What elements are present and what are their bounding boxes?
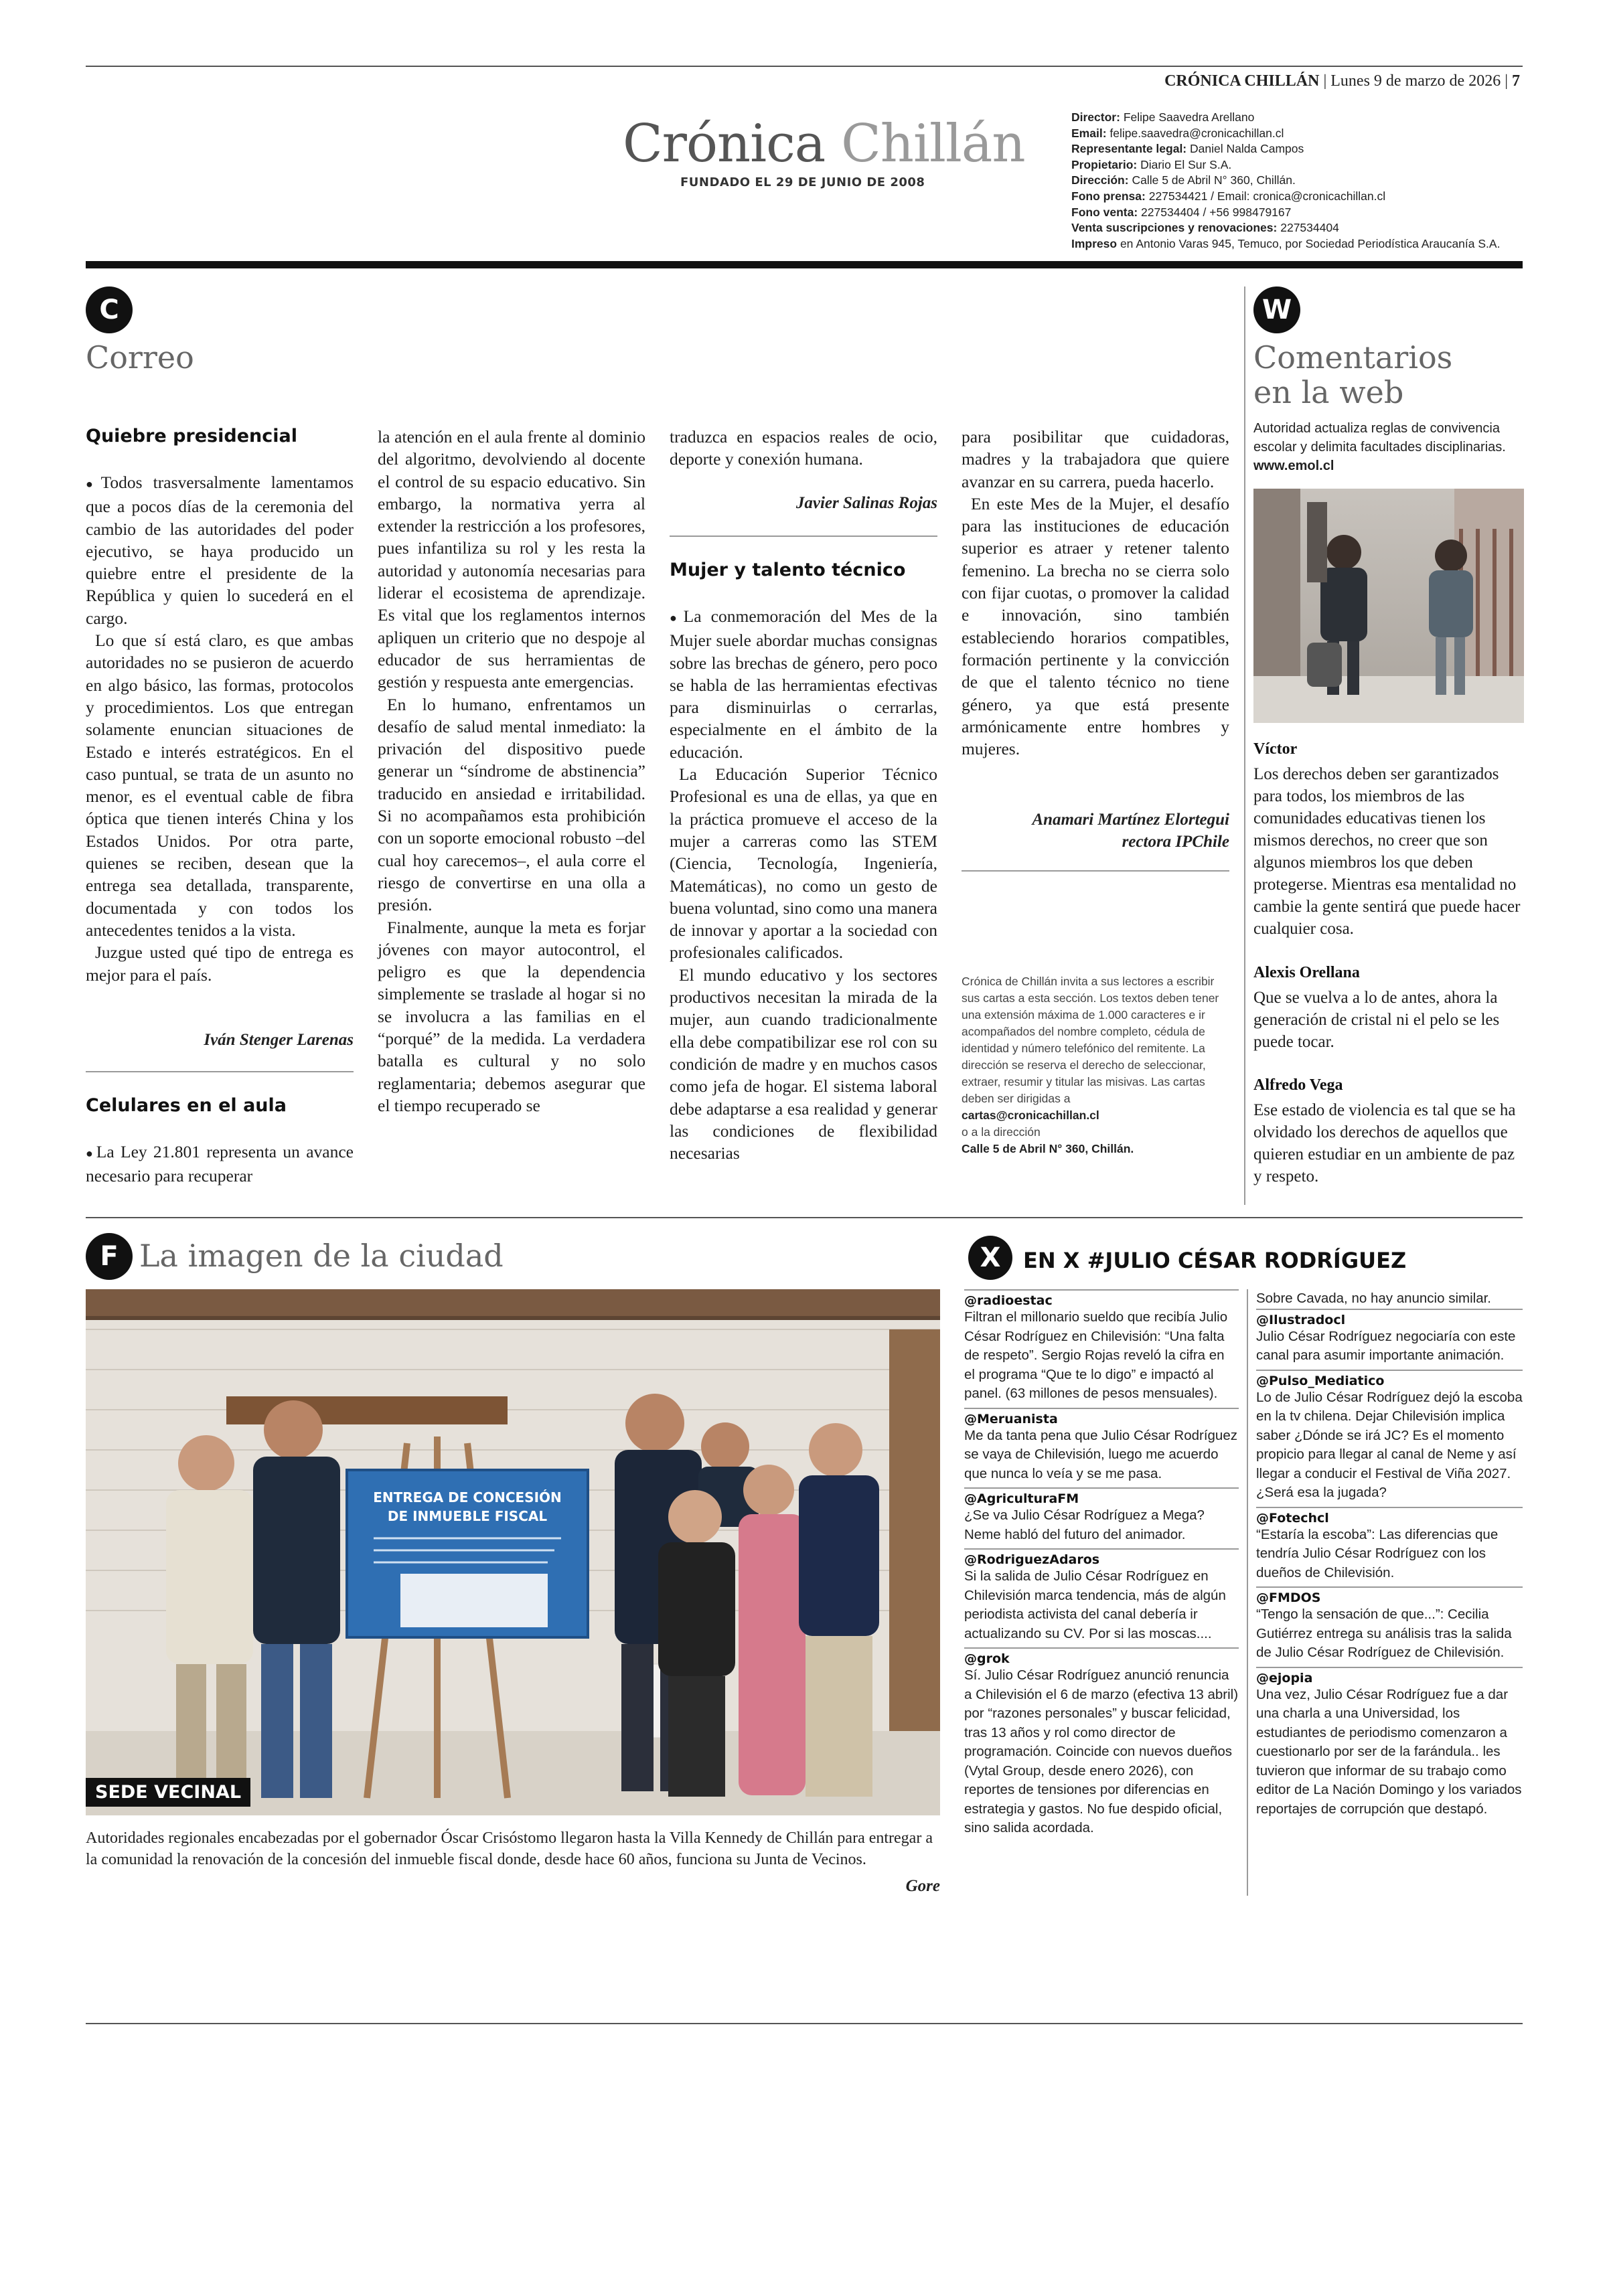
- logo-word-2: Chillán: [841, 114, 1025, 174]
- web-lead-text: Autoridad actualiza reglas de convivencia escolar y delimita facultades disciplinarias.: [1253, 421, 1506, 455]
- x-icon: X: [968, 1236, 1012, 1280]
- letter2-body-start: ● La Ley 21.801 representa un avance necesario para recuperar: [86, 1141, 354, 1187]
- tweet-text: Si la salida de Julio César Rodríguez en Chilevisión marca tendencia, más de algún periodista activista del canal debería ir actualizando su CV. Por si las moscas....: [964, 1568, 1226, 1641]
- tweet-handle[interactable]: @FMDOS: [1256, 1590, 1321, 1605]
- tweet: [1256, 1507, 1523, 1587]
- comment-2-text: Que se vuelva a lo de antes, ahora la generación de cristal ni el pelo se les puede tocar.: [1253, 989, 1500, 1051]
- tweet-text: Sí. Julio César Rodríguez anunció renuncia a Chilevisión el 6 de marzo (efectiva 13 abril) por “razones personales” y buscar felicidad, tras 13 años y rol como director de programación. Coincide con nuevos dueños (Vytal Group, desde enero 2026), con reportes de tensiones por diferencias en estrategia y gastos. No fue despido oficial, sino salida acordada.: [964, 1667, 1239, 1835]
- letter2-body: la atención en el aula frente al dominio del algoritmo, devolviendo al docente el control de su espacio educativo. Sin embargo, la normativa yerra al extender la restricción a los profesores, pues infantiliza su rol y les resta la autoridad y autonomía necesarias para liderar el ecosistema de aprendizaje. Es vital que los reglamentos internos apliquen un criterio que no despoje al educador de sus herramientas de gestión y respuesta ante emergencias. En lo humano, enfrentamos un desafío de salud mental inmediato: la privación del dispositivo puede generar un “síndrome de abstinencia” traducido en ansiedad e irritabilidad. Si no acompañamos esta prohibición con un soporte emocional robusto –del cual hoy carecemos–, el aula corre el riesgo de convertirse en una olla a presión. Finalmente, aunque la meta es forjar jóvenes con mayor autocontrol, el peligro es que la dependencia simplemente se traslade al hogar si no se involucra a las familias en el “porqué” de la medida. La verdadera batalla es cultural y no solo reglamentaria; debemos asegurar que el tiempo recuperado se: [378, 427, 645, 1115]
- staff-label: Propietario:: [1071, 157, 1138, 171]
- comment-1-text: Los derechos deben ser garantizados para todos, los miembros de las comunidades educativas tienen los mismos derechos, no creer que son algunos miembros los que deben protegerse. Mientras esa mentalidad no cambie la gente sentirá que puede hacer cualquier cosa.: [1253, 765, 1521, 938]
- staff-value: Felipe Saavedra Arellano: [1123, 110, 1255, 124]
- staff-label: Impreso: [1071, 236, 1118, 250]
- tweet: [1256, 1586, 1523, 1667]
- issue-date: Lunes 9 de marzo de 2026: [1330, 72, 1501, 90]
- photo-badge: SEDE VECINAL: [86, 1778, 250, 1807]
- tweet: [964, 1289, 1239, 1408]
- tweet-text: ¿Se va Julio César Rodríguez a Mega? Neme habló del futuro del animador.: [964, 1507, 1205, 1542]
- person-woman-navy: [799, 1423, 879, 1797]
- letter1-p1: Todos trasversalmente lamentamos que a pocos días de la ceremonia del cambio de las autoridades del poder ejecutivo, se haya producido un quiebre entre el presidente de la República y quien lo sucederá en el cargo.: [86, 473, 354, 628]
- note-address: Calle 5 de Abril N° 360, Chillán.: [962, 1142, 1134, 1155]
- staff-line: [1071, 157, 1500, 173]
- letter3-p4: En este Mes de la Mujer, el desafío para las instituciones de educación superior es atraer y retener talento femenino. La brecha no se cierra solo con fijar cuotas, o promover la calidad e innovación, sino también estableciendo horarios compatibles, formación pertinente y la convicción de que el talento técnico no tiene género, ya que está presente armónicamente entre hombres y mujeres.: [962, 493, 1229, 759]
- staff-line: [1071, 173, 1500, 189]
- staff-line: [1071, 189, 1500, 205]
- staff-value: felipe.saavedra@cronicachillan.cl: [1109, 126, 1284, 140]
- bullet-icon: [670, 606, 684, 626]
- running-head: CRÓNICA CHILLÁN | Lunes 9 de marzo de 2026 | 7: [1164, 72, 1520, 90]
- bullet-icon: [86, 473, 101, 492]
- tweet: [1256, 1370, 1523, 1507]
- staff-value: Daniel Nalda Campos: [1190, 142, 1304, 156]
- staff-line: [1071, 110, 1500, 126]
- letter3-body: ● La conmemoración del Mes de la Mujer suele abordar muchas consignas sobre las brechas de género, pero poco se habla de las herramientas efectivas para disminuirlas o cerrarlas, especialmente en el ámbito de la educación. La Educación Superior Técnico Profesional es una de ellas, ya que en la práctica promueve el acceso de la mujer a carreras como las STEM (Ciencia, Tecnología, Ingeniería, Matemáticas), no como un gesto de buena voluntad, sino como una manera de innovar y aportar a la sociedad con profesionales calificados. El mundo educativo y los sectores productivos necesitan la mirada de la mujer, aun cuando tradicionalmente ella debe compatibilizar ese rol con su condición de madre y en muchos casos como jefa de hogar. El sistema laboral debe adaptarse a esa realidad y generar las condiciones de flexibilidad necesarias: [670, 605, 937, 1164]
- letter1-body: [86, 471, 354, 986]
- tweet-handle[interactable]: @Ilustradocl: [1256, 1312, 1346, 1327]
- community-photo: [86, 1289, 940, 1815]
- staff-line: [1071, 205, 1500, 221]
- tweet-handle[interactable]: @grok: [964, 1651, 1010, 1666]
- staff-label: Fono venta:: [1071, 205, 1138, 219]
- staff-value: Calle 5 de Abril N° 360, Chillán.: [1132, 173, 1296, 187]
- page-number: 7: [1512, 72, 1520, 90]
- letter3-p2: La Educación Superior Técnico Profesional es una de ellas, ya que en la práctica promueve el acceso de la mujer a carreras como las STEM (Ciencia, Tecnología, Ingeniería, Matemáticas), no como un gesto de buena voluntad, sino como una manera de innovar y aportar a la sociedad con profesionales calificados.: [670, 764, 937, 963]
- letter2-headline: Celulares en el aula: [86, 1095, 287, 1116]
- founded-line: FUNDADO EL 29 DE JUNIO DE 2008: [680, 175, 925, 189]
- letter2-p2: En lo humano, enfrentamos un desafío de salud mental inmediato: la privación del dispositivo puede generar un “síndrome de abstinencia” traducido en ansiedad e irritabilidad. Si no acompañamos esta prohibición con un soporte emocional robusto –del cual hoy carecemos–, el aula corre el riesgo de convertirse en una olla a presión.: [378, 694, 645, 915]
- tweet-handle[interactable]: @ejopia: [1256, 1670, 1313, 1686]
- paper-name: CRÓNICA CHILLÁN: [1164, 72, 1320, 90]
- letter2-signature: Javier Salinas Rojas: [795, 494, 937, 512]
- tweet-text: Una vez, Julio César Rodríguez fue a dar una charla a una Universidad, los estudiantes de periodismo comenzaron a cuestionarlo por ser de la farándula.. les tuvieron que informar de su trabajo como editor de La Nación Domingo y los variados reportajes de corrupción que destapó.: [1256, 1686, 1522, 1817]
- note-text: Crónica de Chillán invita a sus lectores a escribir sus cartas a esta sección. Los textos deben tener una extensión máxima de 1.000 caracteres e ir acompañados del nombre completo, cédula de identidad y número telefónico del remitente. La dirección se reserva el derecho de seleccionar, extraer, resumir y titular las misivas. Las cartas deben ser dirigidas a: [962, 975, 1219, 1105]
- comment-3-author: Alfredo Vega: [1253, 1076, 1343, 1094]
- x-col2-lead: Sobre Cavada, no hay anuncio similar.: [1256, 1291, 1491, 1306]
- tweet: [964, 1487, 1239, 1548]
- staff-value: en Antonio Varas 945, Temuco, por Sociedad Periodística Araucanía S.A.: [1120, 236, 1501, 250]
- imagen-icon: F: [86, 1233, 133, 1280]
- staff-box: [1071, 110, 1500, 252]
- staff-label: Fono prensa:: [1071, 189, 1146, 203]
- tweet-handle[interactable]: @Pulso_Mediatico: [1256, 1373, 1385, 1388]
- tweet-handle[interactable]: @AgriculturaFM: [964, 1491, 1079, 1506]
- x-title: EN X #JULIO CÉSAR RODRÍGUEZ: [1023, 1248, 1407, 1273]
- staff-label: Representante legal:: [1071, 142, 1187, 156]
- tweet-handle[interactable]: @radioestac: [964, 1293, 1053, 1308]
- tweet-handle[interactable]: @Fotechcl: [1256, 1510, 1329, 1526]
- letter2-body-end: traduzca en espacios reales de ocio, deporte y conexión humana.: [670, 427, 937, 469]
- web-icon: W: [1253, 286, 1300, 333]
- tweet: [964, 1408, 1239, 1488]
- letter3-signature-role: rectora IPChile: [1122, 833, 1229, 851]
- letter3-signature: [962, 809, 1229, 853]
- correo-icon: C: [86, 286, 133, 333]
- staff-line: [1071, 220, 1500, 236]
- staff-line: [1071, 236, 1500, 252]
- photo-credit: Gore: [905, 1877, 940, 1895]
- comment-3-text: Ese estado de violencia es tal que se ha olvidado los derechos de aquellos que quieren estudiar en un ambiente de paz y respeto.: [1253, 1101, 1516, 1185]
- bullet-icon: [86, 1142, 96, 1161]
- letter3-headline: Mujer y talento técnico: [670, 560, 906, 580]
- tweet-text: “Tengo la sensación de que...”: Cecilia Gutiérrez entrega su análisis tras la salida de Julio César Rodríguez de Chilevisión.: [1256, 1607, 1512, 1660]
- web-title: [1253, 340, 1452, 410]
- tweet-handle[interactable]: @Meruanista: [964, 1411, 1058, 1426]
- x-column-1: [964, 1289, 1239, 1842]
- web-lead: [1253, 419, 1524, 475]
- schoolchildren-photo: [1253, 489, 1524, 723]
- staff-label: Venta suscripciones y renovaciones:: [1071, 221, 1278, 235]
- correo-title: Correo: [86, 339, 194, 376]
- tweet: [1256, 1309, 1523, 1370]
- web-title-2: en la web: [1253, 374, 1404, 410]
- tweet: [964, 1548, 1239, 1647]
- masthead-logo: [623, 114, 1025, 174]
- tweet-text: Filtran el millonario sueldo que recibía Julio César Rodríguez en Chilevisión: “Una falta de respeto”. Sergio Rojas reveló la cifra en el programa “Que te lo digo” e impactó al panel. (63 millones de pesos mensuales).: [964, 1309, 1228, 1401]
- staff-value: 227534421 / Email: cronica@cronicachillan.cl: [1148, 189, 1386, 203]
- staff-value: Diario El Sur S.A.: [1140, 157, 1232, 171]
- tweet-text: Me da tanta pena que Julio César Rodríguez se vaya de Chilevisión, luego me acuerdo que nunca lo veía y se me pasa.: [964, 1427, 1237, 1481]
- logo-word-1: Crónica: [623, 114, 826, 174]
- staff-label: Director:: [1071, 110, 1120, 124]
- web-title-1: Comentarios: [1253, 339, 1453, 376]
- comment-2-author: Alexis Orellana: [1253, 964, 1360, 981]
- letter1-p3: Juzgue usted qué tipo de entrega es mejor para el país.: [86, 942, 354, 985]
- letter1-headline: Quiebre presidencial: [86, 426, 297, 446]
- staff-label: Email:: [1071, 126, 1107, 140]
- note-or: o a la dirección: [962, 1125, 1041, 1139]
- letter3-body-cont: para posibilitar que cuidadoras, madres y la trabajadora que quiere avanzar en su carrera, pueda hacerlo. En este Mes de la Mujer, el desafío para las instituciones de educación superior es atraer y retener talento femenino. La brecha no se cierra solo con fijar cuotas, o promover la calidad e innovación, sino también estableciendo horarios compatibles, formación pertinente y la convicción de que el talento técnico no tiene género, ya que está presente armónicamente entre hombres y mujeres.: [962, 426, 1229, 760]
- staff-label: Dirección:: [1071, 173, 1129, 187]
- staff-value: 227534404 / +56 998479167: [1141, 205, 1292, 219]
- sign-line-2: DE INMUEBLE FISCAL: [387, 1508, 548, 1524]
- tweet-text: Julio César Rodríguez negociaría con este canal para asumir importante animación.: [1256, 1328, 1516, 1363]
- imagen-title: La imagen de la ciudad: [139, 1238, 504, 1274]
- photo-caption: Autoridades regionales encabezadas por el gobernador Óscar Crisóstomo llegaron hasta la Villa Kennedy de Chillán para entregar a la comunidad la renovación de la concesión del inmueble fiscal donde, desde hace 60 años, funciona su Junta de Vecinos.: [86, 1829, 933, 1868]
- tweet-handle[interactable]: @RodriguezAdaros: [964, 1552, 1100, 1567]
- tweet-text: “Estaría la escoba”: Las diferencias que tendría Julio César Rodríguez con los dueños de Chilevisión.: [1256, 1526, 1499, 1580]
- note-email[interactable]: cartas@cronicachillan.cl: [962, 1109, 1099, 1122]
- letter1-p2: Lo que sí está claro, es que ambas autoridades no se pusieron de acuerdo en algo básico, las formas, protocolos y procedimientos. Los que entregan solamente enuncian situaciones de Estado e interés estratégicos. En el caso puntual, se trata de un asunto no menor, es el eventual cable de fibra óptica que tienen interés China y los Estados Unidos. Por otra parte, quienes se reciben, desean que la entrega sea detallada, transparente, documentada y con todos los antecedentes tenidos a la vista.: [86, 631, 354, 940]
- letter1-signature: Iván Stenger Larenas: [204, 1031, 354, 1049]
- comment-1-author: Víctor: [1253, 740, 1298, 758]
- staff-line: [1071, 141, 1500, 157]
- sign-line-1: ENTREGA DE CONCESIÓN: [373, 1489, 562, 1505]
- tweet: [964, 1647, 1239, 1842]
- tweet: [1256, 1667, 1523, 1823]
- letter3-signature-name: Anamari Martínez Elortegui: [1032, 811, 1229, 829]
- staff-line: [1071, 126, 1500, 142]
- letters-note: [962, 973, 1229, 1157]
- tweet-text: Lo de Julio César Rodríguez dejó la escoba en la tv chilena. Dejar Chilevisión implica saber ¿Dónde se irá JC? Es el momento propicio para llegar al canal de Neme y así llegar a conducir el Festival de Viña 2027. ¿Será esa la jugada?: [1256, 1389, 1523, 1500]
- web-source-link[interactable]: www.emol.cl: [1253, 459, 1334, 473]
- staff-value: 227534404: [1280, 221, 1339, 235]
- letter3-p1: La conmemoración del Mes de la Mujer suele abordar muchas consignas sobre las brechas de género, pero poco se habla de las herramientas efectivas para disminuirlas o cerrarlas, especialmente en el ámbito de la educación.: [670, 606, 938, 762]
- x-column-2: [1256, 1289, 1523, 1823]
